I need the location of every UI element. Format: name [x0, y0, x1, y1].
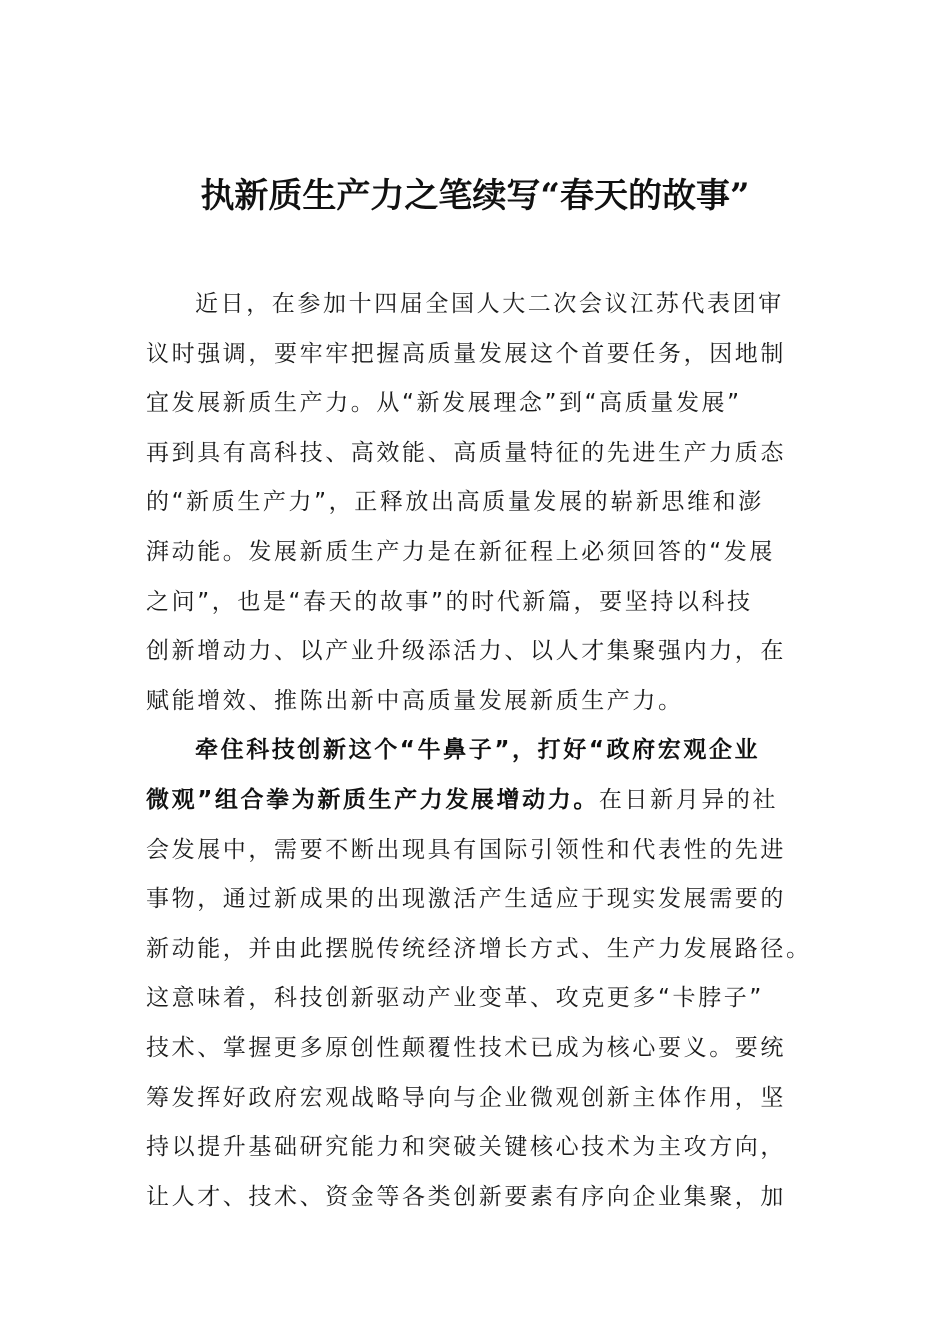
- body-line: [146, 974, 806, 1024]
- body-line: [146, 1024, 806, 1074]
- line-text: 让人才、技术、资金等各类创新要素有序向企业集聚，加: [146, 1183, 786, 1210]
- body-line: [146, 925, 812, 975]
- line-text: 创新增动力、以产业升级添活力、以人才集聚强内力，在: [146, 638, 786, 665]
- line-text: 赋能增效、推陈出新中高质量发展新质生产力。: [146, 687, 684, 714]
- body-line: [146, 280, 806, 330]
- body-line: [146, 478, 806, 528]
- line-text: 议时强调，要牢牢把握高质量发展这个首要任务，因地制: [146, 340, 786, 367]
- line-text: 近日，在参加十四届全国人大二次会议江苏代表团审: [195, 291, 784, 317]
- line-text: 湃动能。发展新质生产力是在新征程上必须回答的“发展: [146, 538, 775, 565]
- line-text: 持以提升基础研究能力和突破关键核心技术为主攻方向，: [146, 1134, 786, 1161]
- line-text: 宜发展新质生产力。从“新发展理念”到“高质量发展”: [146, 390, 742, 417]
- body-line: [146, 1074, 806, 1124]
- document-body: [146, 280, 812, 1222]
- line-text: 的“新质生产力”，正释放出高质量发展的崭新思维和澎: [146, 489, 764, 516]
- section-heading-text: 微观”组合拳为新质生产力发展增动力。: [146, 786, 599, 813]
- body-line: [146, 528, 806, 578]
- body-line: [146, 578, 806, 628]
- body-line: [146, 875, 806, 925]
- line-text: 筹发挥好政府宏观战略导向与企业微观创新主体作用，坚: [146, 1084, 786, 1111]
- body-line: [146, 826, 806, 876]
- body-line: [146, 379, 806, 429]
- line-text: 在日新月异的社: [598, 786, 779, 813]
- body-line: [146, 1173, 806, 1223]
- line-text: 这意味着，科技创新驱动产业变革、攻克更多“卡脖子”: [146, 985, 764, 1012]
- line-text: 技术、掌握更多原创性颠覆性技术已成为核心要义。要统: [146, 1034, 786, 1061]
- section-heading-text: 牵住科技创新这个“牛鼻子”，打好“政府宏观企业: [195, 737, 761, 764]
- line-text: 事物，通过新成果的出现激活产生适应于现实发展需要的: [146, 886, 786, 913]
- body-line: [146, 726, 806, 776]
- line-text: 会发展中，需要不断出现具有国际引领性和代表性的先进: [146, 836, 786, 863]
- line-text: 之问”，也是“春天的故事”的时代新篇，要坚持以科技: [146, 588, 753, 615]
- body-line: [146, 627, 806, 677]
- line-text: 再到具有高科技、高效能、高质量特征的先进生产力质态: [146, 439, 786, 466]
- document-title: 执新质生产力之笔续写“春天的故事”: [200, 176, 750, 216]
- body-line: [146, 1123, 806, 1173]
- body-line: [146, 677, 806, 727]
- body-line: [146, 330, 806, 380]
- body-line: [146, 429, 806, 479]
- body-line: [146, 776, 806, 826]
- line-text: 新动能，并由此摆脱传统经济增长方式、生产力发展路径。: [146, 935, 812, 962]
